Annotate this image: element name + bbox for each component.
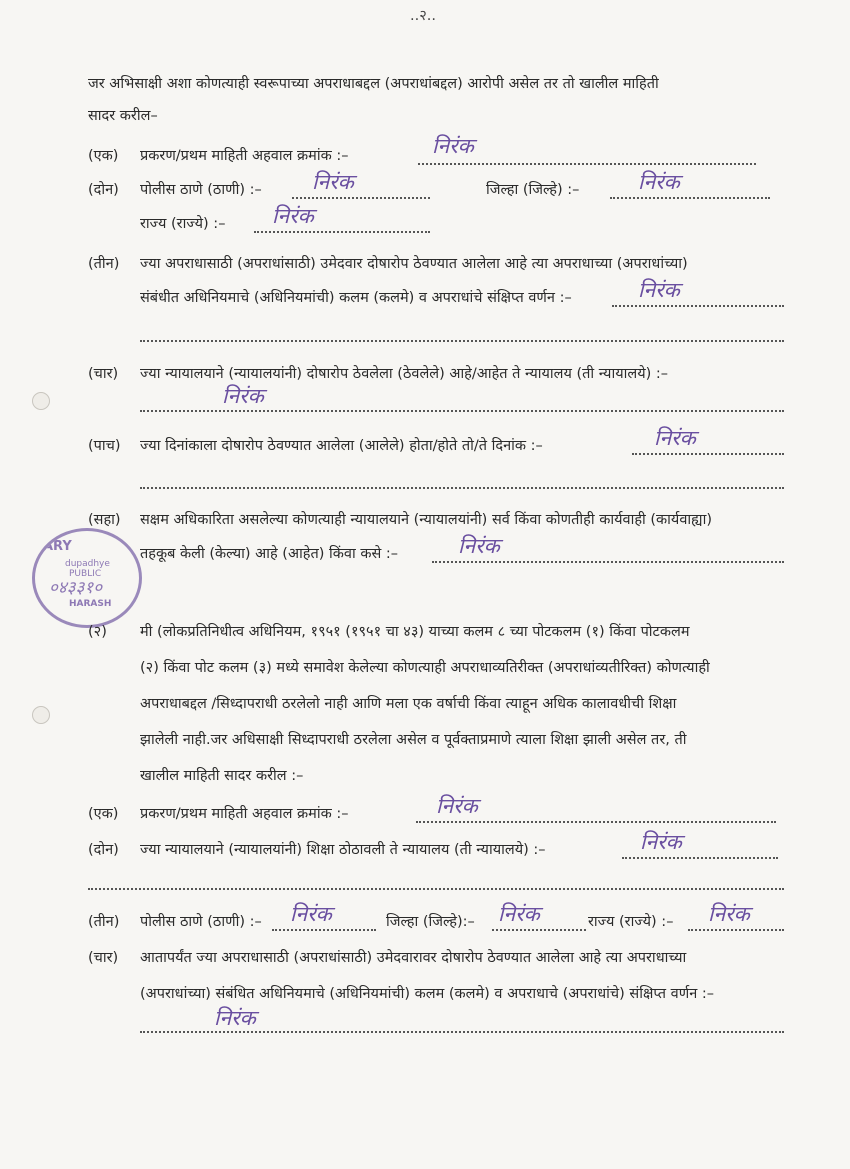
s1-pach-line-1: ज्या दिनांकाला दोषारोप ठेवण्यात आलेला (आलेले) होता/होते तो/ते दिनांक :– bbox=[140, 438, 543, 454]
s2-ek-number: (एक) bbox=[88, 806, 119, 822]
s1-district-dotted-line bbox=[610, 197, 770, 199]
s2-line-4: झालेली नाही.जर अधिसाक्षी सिध्दापराधी ठरलेला असेल व पूर्वक्ताप्रमाणे त्याला शिक्षा झाली असेल तर, ती bbox=[140, 732, 687, 748]
s1-ek-dotted-line bbox=[418, 163, 756, 165]
s1-state-dotted-line bbox=[254, 231, 430, 233]
s2-char-line-2: (अपराधांच्या) संबंधित अधिनियमाचे (अधिनियमांची) कलम (कलमे) व अपराधाचे (अपराधांचे) संक्षिप्त वर्णन :– bbox=[140, 986, 715, 1002]
s1-teen-number: (तीन) bbox=[88, 256, 120, 272]
s1-saha-handwritten-value: निरंक bbox=[458, 534, 500, 558]
s1-district-label: जिल्हा (जिल्हे) :– bbox=[486, 182, 580, 198]
s1-saha-line-1: सक्षम अधिकारिता असलेल्या कोणत्याही न्यायालयाने (न्यायालयांनी) सर्व किंवा कोणतीही कार्यवाही (कार्यवाह्या) bbox=[140, 512, 712, 528]
s1-pach-handwritten-value: निरंक bbox=[654, 426, 696, 450]
s1-pach-number: (पाच) bbox=[88, 438, 121, 454]
s2-char-line-1: आतापर्यंत ज्या अपराधासाठी (अपराधांसाठी) उमेदवारावर दोषारोप ठेवण्यात आलेला आहे त्या अपराधाच्या bbox=[140, 950, 687, 966]
s1-saha-dotted-line bbox=[432, 561, 784, 563]
s1-state-label: राज्य (राज्ये) :– bbox=[140, 216, 226, 232]
s2-don-dotted-line-2 bbox=[88, 888, 784, 890]
s2-line-3: अपराधाबद्दल /सिध्दापराधी ठरलेलो नाही आणि मला एक वर्षाची किंवा त्याहून अधिक कालावधीची शिक्षा bbox=[140, 696, 677, 712]
s2-line-5: खालील माहिती सादर करील :– bbox=[140, 768, 304, 784]
s1-char-number: (चार) bbox=[88, 366, 119, 382]
s1-teen-dotted-line-2 bbox=[140, 340, 784, 342]
s1-don-number: (दोन) bbox=[88, 182, 119, 198]
s1-don-label: पोलीस ठाणे (ठाणी) :– bbox=[140, 182, 262, 198]
s2-ek-label: प्रकरण/प्रथम माहिती अहवाल क्रमांक :– bbox=[140, 806, 349, 822]
s1-ek-label: प्रकरण/प्रथम माहिती अहवाल क्रमांक :– bbox=[140, 148, 349, 164]
s2-police-dotted-line bbox=[272, 929, 376, 931]
s2-ek-dotted-line bbox=[416, 821, 776, 823]
s1-don-dotted-line bbox=[292, 197, 430, 199]
s2-don-label: ज्या न्यायालयाने (न्यायालयांनी) शिक्षा ठोठावली ते न्यायालय (ती न्यायालये) :– bbox=[140, 842, 546, 858]
s1-ek-number: (एक) bbox=[88, 148, 119, 164]
s1-char-handwritten-value: निरंक bbox=[222, 384, 264, 408]
s2-don-handwritten-value: निरंक bbox=[640, 830, 682, 854]
s2-char-handwritten-value: निरंक bbox=[214, 1006, 256, 1030]
intro-line-1: जर अभिसाक्षी अशा कोणत्याही स्वरूपाच्या अपराधाबद्दल (अपराधांबद्दल) आरोपी असेल तर तो खालील माहिती bbox=[88, 76, 659, 92]
punch-hole bbox=[32, 392, 50, 410]
intro-line-2: सादर करील– bbox=[88, 108, 158, 124]
s1-pach-dotted-line bbox=[632, 453, 784, 455]
s1-teen-handwritten-value: निरंक bbox=[638, 278, 680, 302]
office-rubber-stamp: ARY dupadhye PUBLIC ०४३३१० HARASH bbox=[32, 528, 142, 628]
s2-char-number: (चार) bbox=[88, 950, 119, 966]
s2-police-handwritten-value: निरंक bbox=[290, 902, 332, 926]
s2-state-dotted-line bbox=[688, 929, 784, 931]
punch-hole bbox=[32, 706, 50, 724]
page-number: ..२.. bbox=[410, 8, 436, 24]
s2-don-number: (दोन) bbox=[88, 842, 119, 858]
s1-state-handwritten-value: निरंक bbox=[272, 204, 314, 228]
s1-teen-dotted-line bbox=[612, 305, 784, 307]
s1-district-handwritten-value: निरंक bbox=[638, 170, 680, 194]
s1-don-handwritten-value: निरंक bbox=[312, 170, 354, 194]
s1-pach-dotted-line-2 bbox=[140, 487, 784, 489]
s1-saha-number: (सहा) bbox=[88, 512, 121, 528]
s1-ek-handwritten-value: निरंक bbox=[432, 134, 474, 158]
s2-line-1: मी (लोकप्रतिनिधीत्व अधिनियम, १९५१ (१९५१ चा ४३) याच्या कलम ८ च्या पोटकलम (१) किंवा पोटकलम bbox=[140, 624, 690, 640]
s2-line-2: (२) किंवा पोट कलम (३) मध्ये समावेश केलेल्या कोणत्याही अपराधाव्यतिरीक्त (अपराधांव्यतीरिक्त) कोणत्याही bbox=[140, 660, 710, 676]
s1-teen-line-2: संबंधीत अधिनियमाचे (अधिनियमांची) कलम (कलमे) व अपराधांचे संक्षिप्त वर्णन :– bbox=[140, 290, 572, 306]
s2-number: (२) bbox=[88, 624, 107, 640]
s1-saha-line-2: तहकूब केली (केल्या) आहे (आहेत) किंवा कसे :– bbox=[140, 546, 399, 562]
s2-police-label: पोलीस ठाणे (ठाणी) :– bbox=[140, 914, 262, 930]
s2-district-dotted-line bbox=[492, 929, 586, 931]
s2-teen-number: (तीन) bbox=[88, 914, 120, 930]
s2-district-label: जिल्हा (जिल्हे):– bbox=[386, 914, 475, 930]
s2-ek-handwritten-value: निरंक bbox=[436, 794, 478, 818]
s2-state-label: राज्य (राज्ये) :– bbox=[588, 914, 674, 930]
s1-teen-line-1: ज्या अपराधासाठी (अपराधांसाठी) उमेदवार दोषारोप ठेवण्यात आलेला आहे त्या अपराधाच्या (अपराधांच्या) bbox=[140, 256, 688, 272]
s1-char-line-1: ज्या न्यायालयाने (न्यायालयांनी) दोषारोप ठेवलेला (ठेवलेले) आहे/आहेत ते न्यायालय (ती न्यायालये) :– bbox=[140, 366, 669, 382]
s2-state-handwritten-value: निरंक bbox=[708, 902, 750, 926]
s2-district-handwritten-value: निरंक bbox=[498, 902, 540, 926]
s2-don-dotted-line bbox=[622, 857, 778, 859]
s1-char-dotted-line bbox=[140, 410, 784, 412]
